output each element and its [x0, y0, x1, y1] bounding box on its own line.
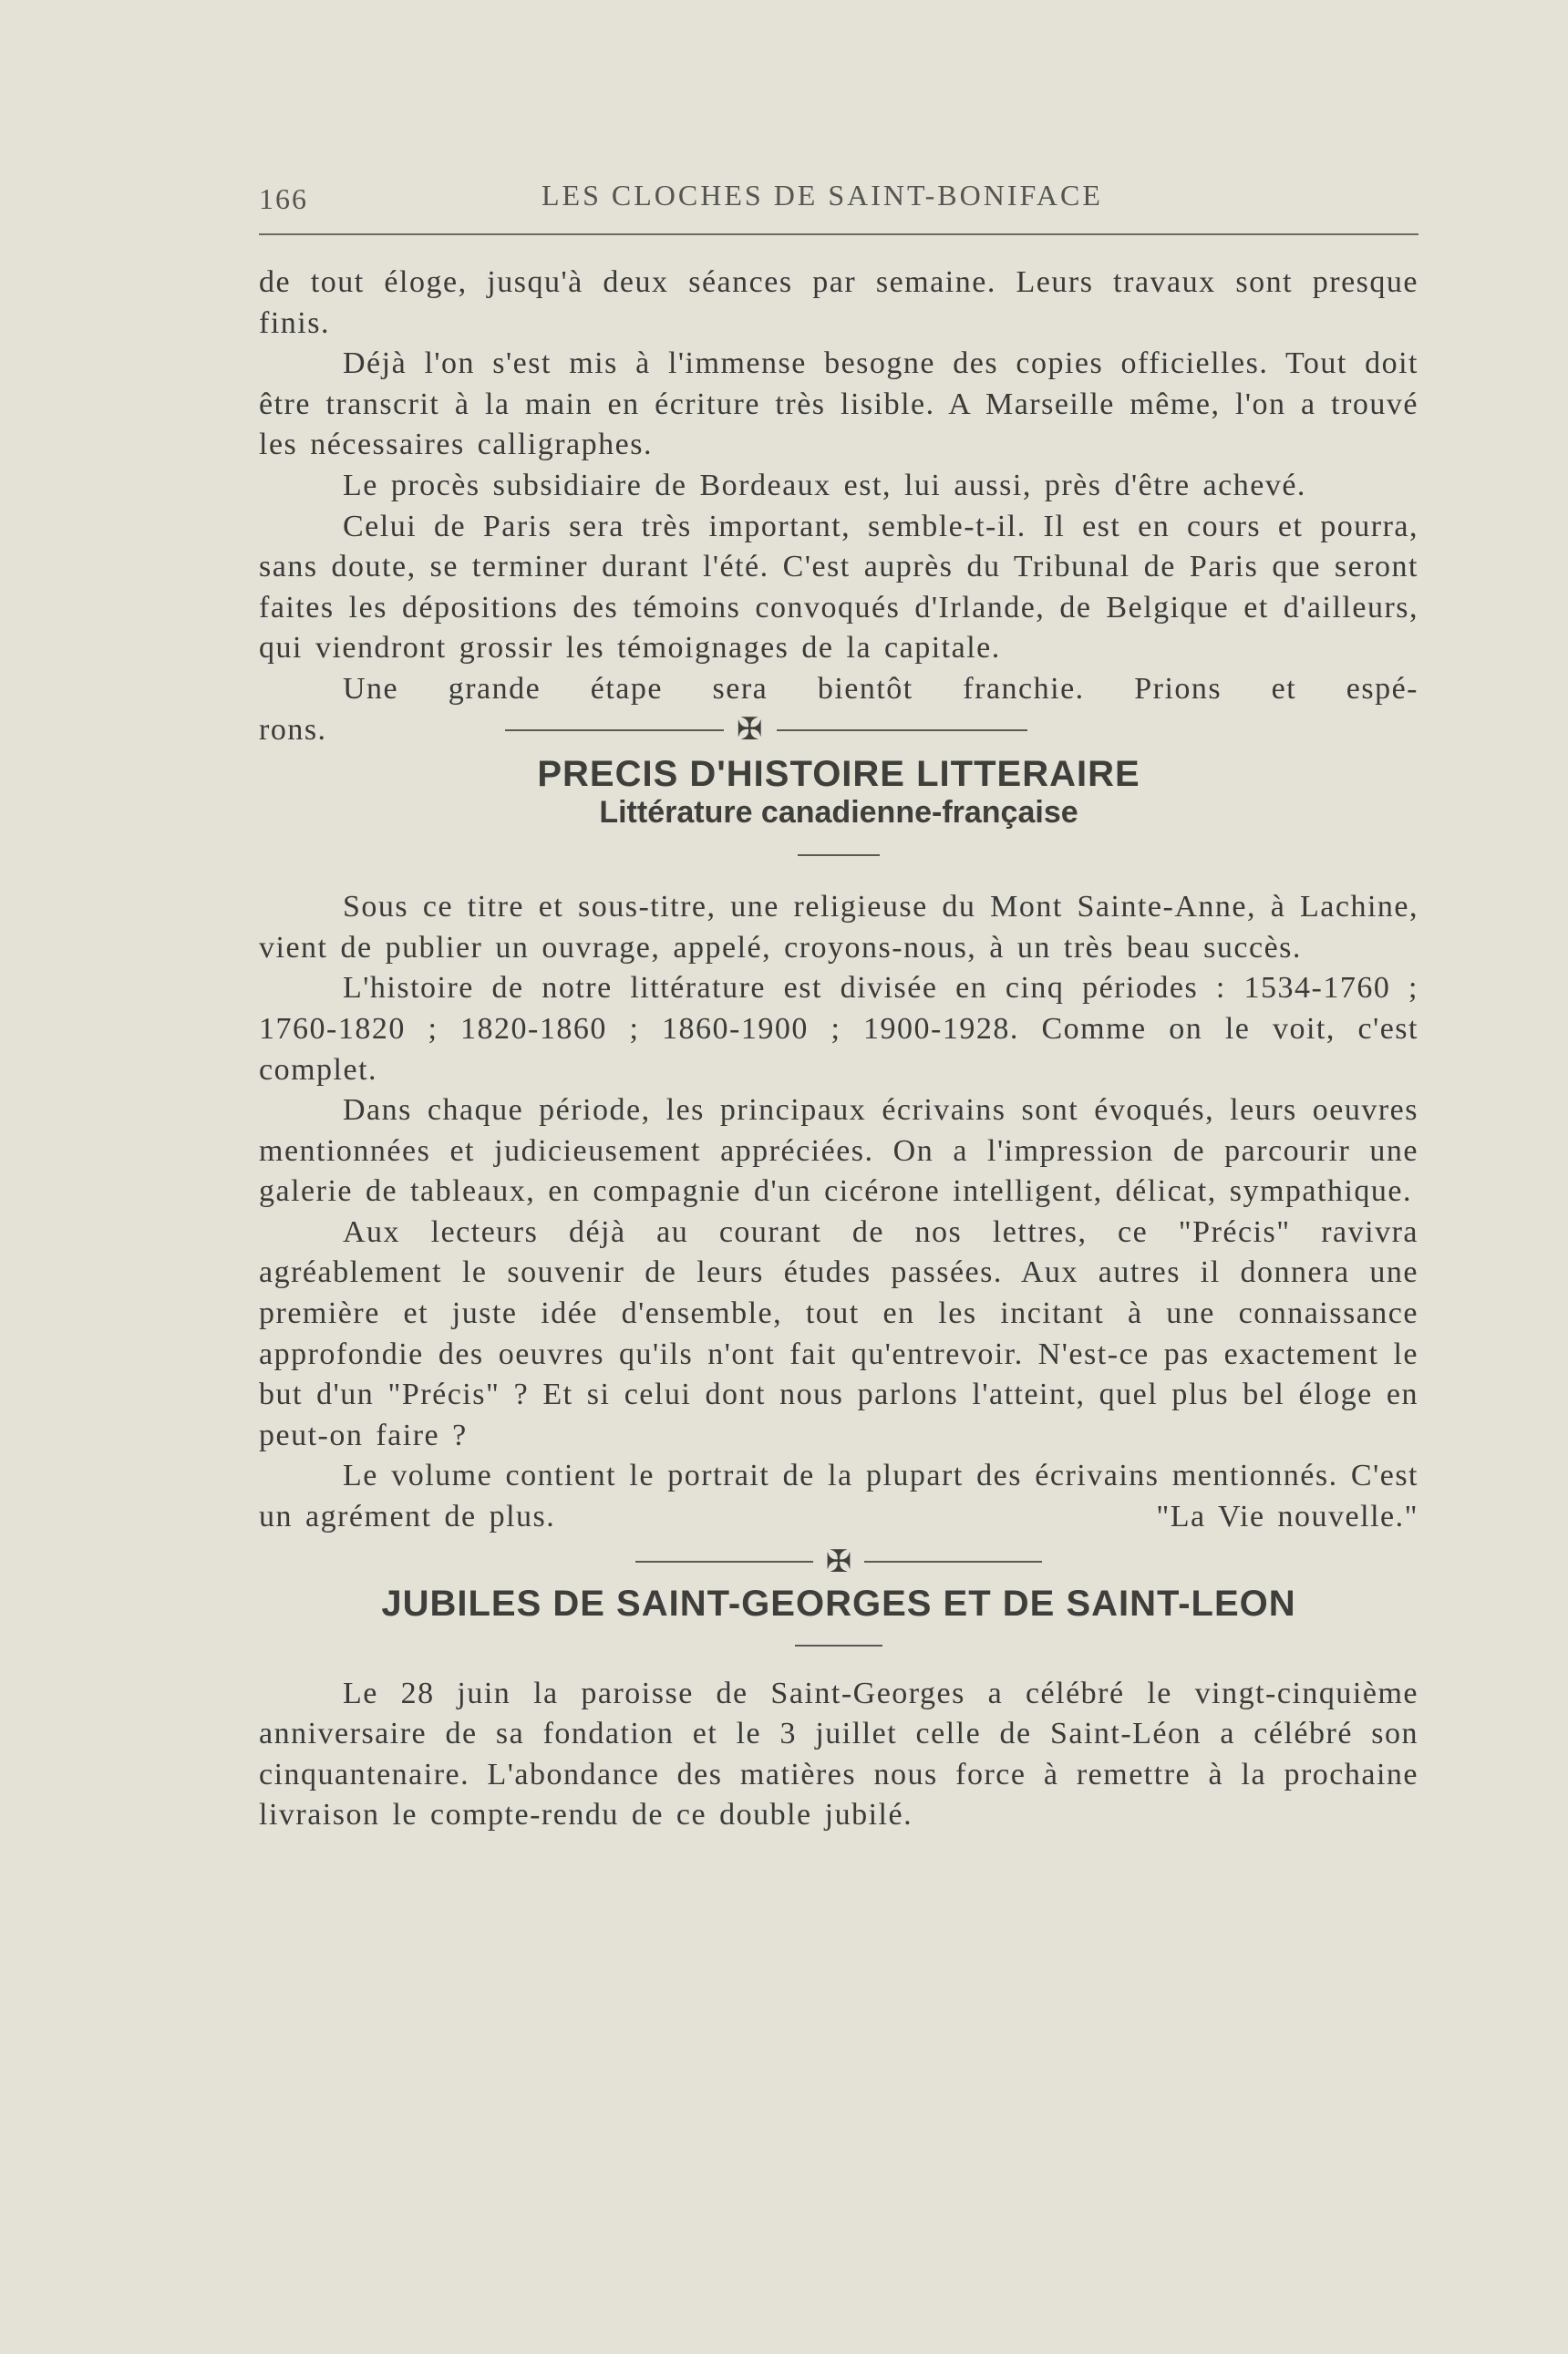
maltese-cross-icon: ✠ — [825, 1544, 852, 1579]
divider-line — [864, 1561, 1042, 1563]
section-1-paragraph-2: L'histoire de notre littérature est divisée en cinq périodes : 1534-1760 ; 1760-1820 ; 1820-1860 ; 1860-1900 ; 1900-1928. Comme on le voit, c'est complet. — [259, 971, 1418, 1087]
document-page — [259, 173, 1418, 1836]
section-1-subtitle: Littérature canadienne-française — [599, 795, 1078, 831]
section-1-paragraph-4: Aux lecteurs déjà au courant de nos lettres, ce "Précis" ravivra agréablement le souvenir de leurs études passées. Aux autres il donnera une première et juste idée d'ensemble, tout en les incitant à une connaissance approfondie des oeuvres qu'ils n'ont fait qu'entrevoir. N'est-ce pas exactement le but d'un "Précis" ? Et si celui dont nous parlons l'atteint, quel plus bel éloge en peut-on faire ? — [259, 1214, 1418, 1452]
intro-tail-row — [259, 710, 1418, 751]
intro-paragraph-2: Déjà l'on s'est mis à l'immense besogne des copies officielles. Tout doit être transcrit à la main en écriture très lisible. A Marseille même, l'on a trouvé les nécessaires calligraphes. — [259, 346, 1418, 462]
intro-paragraph-4: Celui de Paris sera très important, semble-t-il. Il est en cours et pourra, sans doute, se terminer durant l'été. C'est auprès du Tribunal de Paris que seront faites les dépositions des témoins convoqués d'Irlande, de Belgique et d'ailleurs, qui viendront grossir les témoignages de la capitale. — [259, 509, 1418, 666]
section-divider-1 — [505, 710, 1027, 751]
intro-tail: rons. — [259, 712, 327, 747]
section-1-title: PRECIS D'HISTOIRE LITTERAIRE — [537, 754, 1140, 795]
maltese-cross-icon: ✠ — [737, 712, 764, 747]
section-2-rule — [795, 1645, 882, 1647]
section-1-paragraph-5 — [259, 1456, 1418, 1537]
intro-paragraph-5: Une grande étape sera bientôt franchie. Prions et espé- — [343, 671, 1418, 706]
section-divider-2 — [259, 1544, 1418, 1580]
divider-line — [505, 729, 724, 731]
section-2-paragraph-1: Le 28 juin la paroisse de Saint-Georges a célébré le vingt-cinquième anniversaire de sa fondation et le 3 juillet celle de Saint-Léon a célébré son cinquantenaire. L'abondance des matières nous force à remettre à la prochaine livraison le compte-rendu de ce double jubilé. — [259, 1676, 1418, 1833]
intro-paragraph-1: de tout éloge, jusqu'à deux séances par semaine. Leurs travaux sont presque finis. — [259, 265, 1418, 340]
section-1-rule — [798, 854, 880, 856]
header-rule — [259, 233, 1418, 235]
divider-line — [777, 729, 1027, 731]
running-head — [259, 173, 1418, 228]
section-1-paragraph-3: Dans chaque période, les principaux écrivains sont évoqués, leurs oeuvres mentionnées et judicieusement appréciées. On a l'impression de parcourir une galerie de tableaux, en compagnie d'un cicérone intelligent, délicat, sympathique. — [259, 1093, 1418, 1209]
section-1-paragraph-5-text: Le volume contient le portrait de la plupart des écrivains mentionnés. C'est un agrément de plus. — [259, 1459, 1418, 1534]
intro-paragraph-3: Le procès subsidiaire de Bordeaux est, lui aussi, près d'être achevé. — [343, 468, 1306, 502]
section-2-title: JUBILES DE SAINT-GEORGES ET DE SAINT-LEON — [381, 1583, 1296, 1624]
source-attribution: "La Vie nouvelle." — [1156, 1500, 1418, 1534]
divider-line — [635, 1561, 813, 1563]
running-title: LES CLOCHES DE SAINT-BONIFACE — [542, 179, 1103, 212]
page-number: 166 — [259, 182, 308, 215]
section-1-paragraph-1: Sous ce titre et sous-titre, une religieuse du Mont Sainte-Anne, à Lachine, vient de publier un ouvrage, appelé, croyons-nous, à un très beau succès. — [259, 890, 1418, 965]
